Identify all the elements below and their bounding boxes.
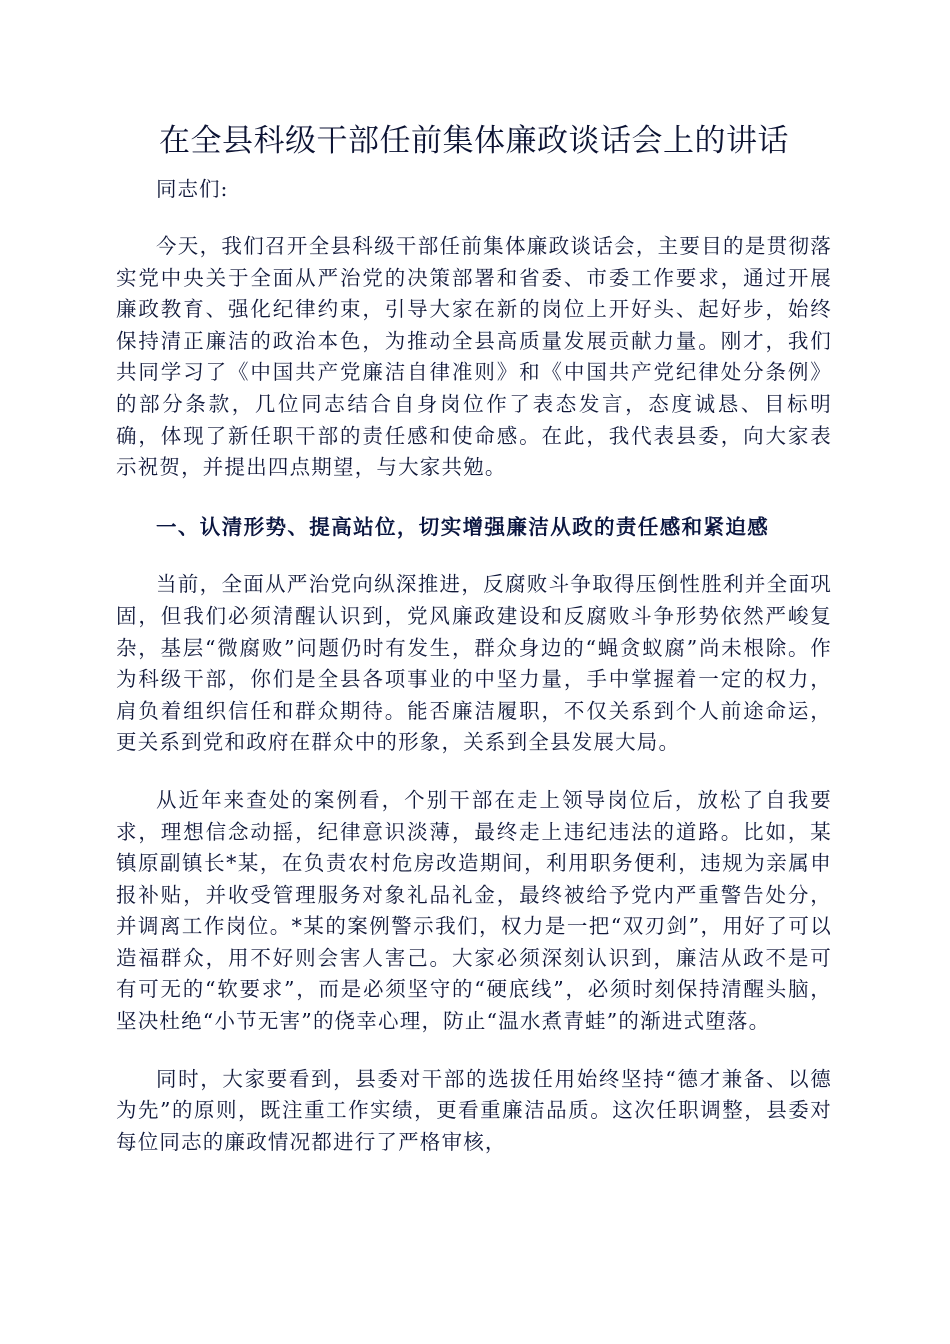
section-1-paragraph-2: 从近年来查处的案例看，个别干部在走上领导岗位后，放松了自我要求，理想信念动摇，纪律意识淡薄，最终走上违纪违法的道路。比如，某镇原副镇长*某，在负责农村危房改造期间，利用职务便利，违规为亲属申报补贴，并收受管理服务对象礼品礼金，最终被给予党内严重警告处分，并调离工作岗位。*某的案例警示我们，权力是一把“双刃剑”，用好了可以造福群众，用不好则会害人害己。大家必须深刻认识到，廉洁从政不是可有可无的“软要求”，而是必须坚守的“硬底线”，必须时刻保持清醒头脑，坚决杜绝“小节无害”的侥幸心理，防止“温水煮青蛙”的渐进式堕落。 <box>116 787 832 1034</box>
salutation: 同志们: <box>156 177 229 201</box>
document-body <box>116 118 832 1158</box>
document-title: 在全县科级干部任前集体廉政谈话会上的讲话 <box>159 123 789 159</box>
section-1-paragraph-3: 同时，大家要看到，县委对干部的选拔任用始终坚持“德才兼备、以德为先”的原则，既注重工作实绩，更看重廉洁品质。这次任职调整，县委对每位同志的廉政情况都进行了严格审核， <box>116 1066 832 1154</box>
section-heading-1: 一、认清形势、提高站位，切实增强廉洁从政的责任感和紧迫感 <box>156 514 770 539</box>
section-1-paragraph-1: 当前，全面从严治党向纵深推进，反腐败斗争取得压倒性胜利并全面巩固，但我们必须清醒认识到，党风廉政建设和反腐败斗争形势依然严峻复杂，基层“微腐败”问题仍时有发生，群众身边的“蝇贪蚁腐”尚未根除。作为科级干部，你们是全县各项事业的中坚力量，手中掌握着一定的权力，肩负着组织信任和群众期待。能否廉洁履职，不仅关系到个人前途命运，更关系到党和政府在群众中的形象，关系到全县发展大局。 <box>116 572 832 755</box>
intro-paragraph: 今天，我们召开全县科级干部任前集体廉政谈话会，主要目的是贯彻落实党中央关于全面从严治党的决策部署和省委、市委工作要求，通过开展廉政教育、强化纪律约束，引导大家在新的岗位上开好头、起好步，始终保持清正廉洁的政治本色，为推动全县高质量发展贡献力量。刚才，我们共同学习了《中国共产党廉洁自律准则》和《中国共产党纪律处分条例》的部分条款，几位同志结合自身岗位作了表态发言，态度诚恳、目标明确，体现了新任职干部的责任感和使命感。在此，我代表县委，向大家表示祝贺，并提出四点期望，与大家共勉。 <box>116 234 832 480</box>
